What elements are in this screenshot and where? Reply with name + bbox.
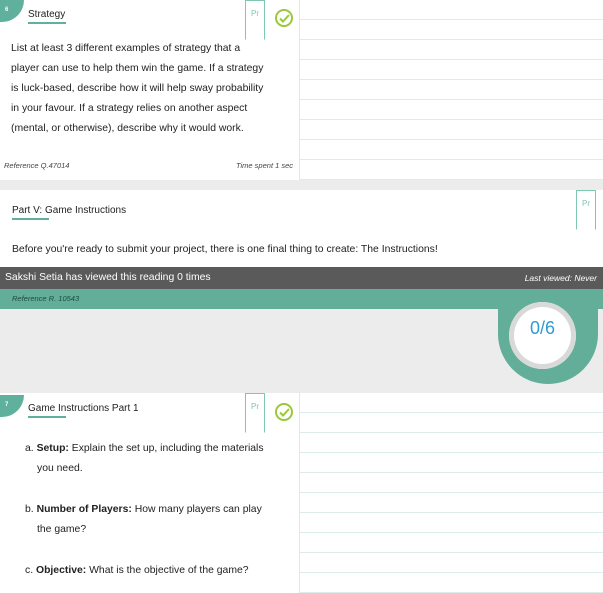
- bookmark-ribbon-icon[interactable]: [245, 393, 265, 433]
- question-items: [25, 439, 295, 581]
- reading-card: [0, 190, 603, 267]
- item-label: Setup:: [36, 443, 69, 454]
- question-reference: Reference Q.47014: [4, 161, 70, 170]
- item-text: How many players can play: [131, 504, 262, 515]
- answer-area-6[interactable]: [299, 0, 603, 180]
- last-viewed-text: Last viewed: Never: [524, 273, 597, 283]
- question-card-6: [0, 0, 603, 180]
- prompt-line: List at least 3 different examples of strategy that a: [11, 43, 241, 54]
- view-count-text: Sakshi Setia has viewed this reading 0 times: [5, 272, 211, 283]
- ribbon-label: Pr: [582, 199, 590, 208]
- answer-area-7[interactable]: [299, 393, 603, 593]
- prompt-line: in your favour. If a strategy relies on another aspect: [11, 103, 248, 114]
- list-item: [25, 500, 295, 540]
- title-underline: [12, 218, 49, 220]
- prompt-line: is luck-based, describe how it will help sway probability: [11, 83, 264, 94]
- question-card-7: [0, 393, 603, 593]
- item-text-cont: you need.: [37, 463, 83, 474]
- list-item: [25, 561, 295, 581]
- reading-reference: Reference R. 10543: [12, 294, 80, 303]
- item-text: Explain the set up, including the materials: [68, 443, 264, 454]
- question-number: 6: [5, 7, 9, 13]
- item-text: What is the objective of the game?: [86, 565, 249, 576]
- reading-title: Part V: Game Instructions: [12, 205, 127, 216]
- item-prefix: b.: [25, 504, 34, 515]
- item-text-cont: the game?: [37, 524, 87, 535]
- check-circle-icon: [275, 403, 293, 421]
- question-number-badge: [0, 395, 24, 417]
- bookmark-ribbon-icon[interactable]: [245, 0, 265, 40]
- time-spent: Time spent 1 sec: [236, 161, 294, 170]
- question-title: Game Instructions Part 1: [28, 403, 139, 414]
- title-underline: [28, 416, 66, 418]
- prompt-line: player can use to help them win the game. If a strategy: [11, 63, 264, 74]
- ribbon-label: Pr: [251, 9, 259, 18]
- title-underline: [28, 22, 66, 24]
- question-number: 7: [5, 402, 9, 408]
- reading-text: Before you're ready to submit your project, there is one final thing to create: The Instructions!: [12, 244, 438, 255]
- progress-value: 0/6: [529, 318, 556, 338]
- item-prefix: a.: [25, 443, 34, 454]
- check-circle-icon: [275, 9, 293, 27]
- item-label: Number of Players:: [36, 504, 132, 515]
- bookmark-ribbon-icon[interactable]: [576, 190, 596, 230]
- item-label: Objective:: [35, 565, 87, 576]
- view-status-bar: [0, 267, 603, 289]
- question-prompt: [11, 39, 296, 139]
- progress-indicator: [509, 302, 576, 369]
- item-prefix: c.: [25, 565, 34, 576]
- prompt-line: (mental, or otherwise), describe why it would work.: [11, 123, 244, 134]
- ribbon-label: Pr: [251, 402, 259, 411]
- question-number-badge: [0, 0, 24, 22]
- list-item: [25, 439, 295, 479]
- question-title: Strategy: [28, 9, 66, 20]
